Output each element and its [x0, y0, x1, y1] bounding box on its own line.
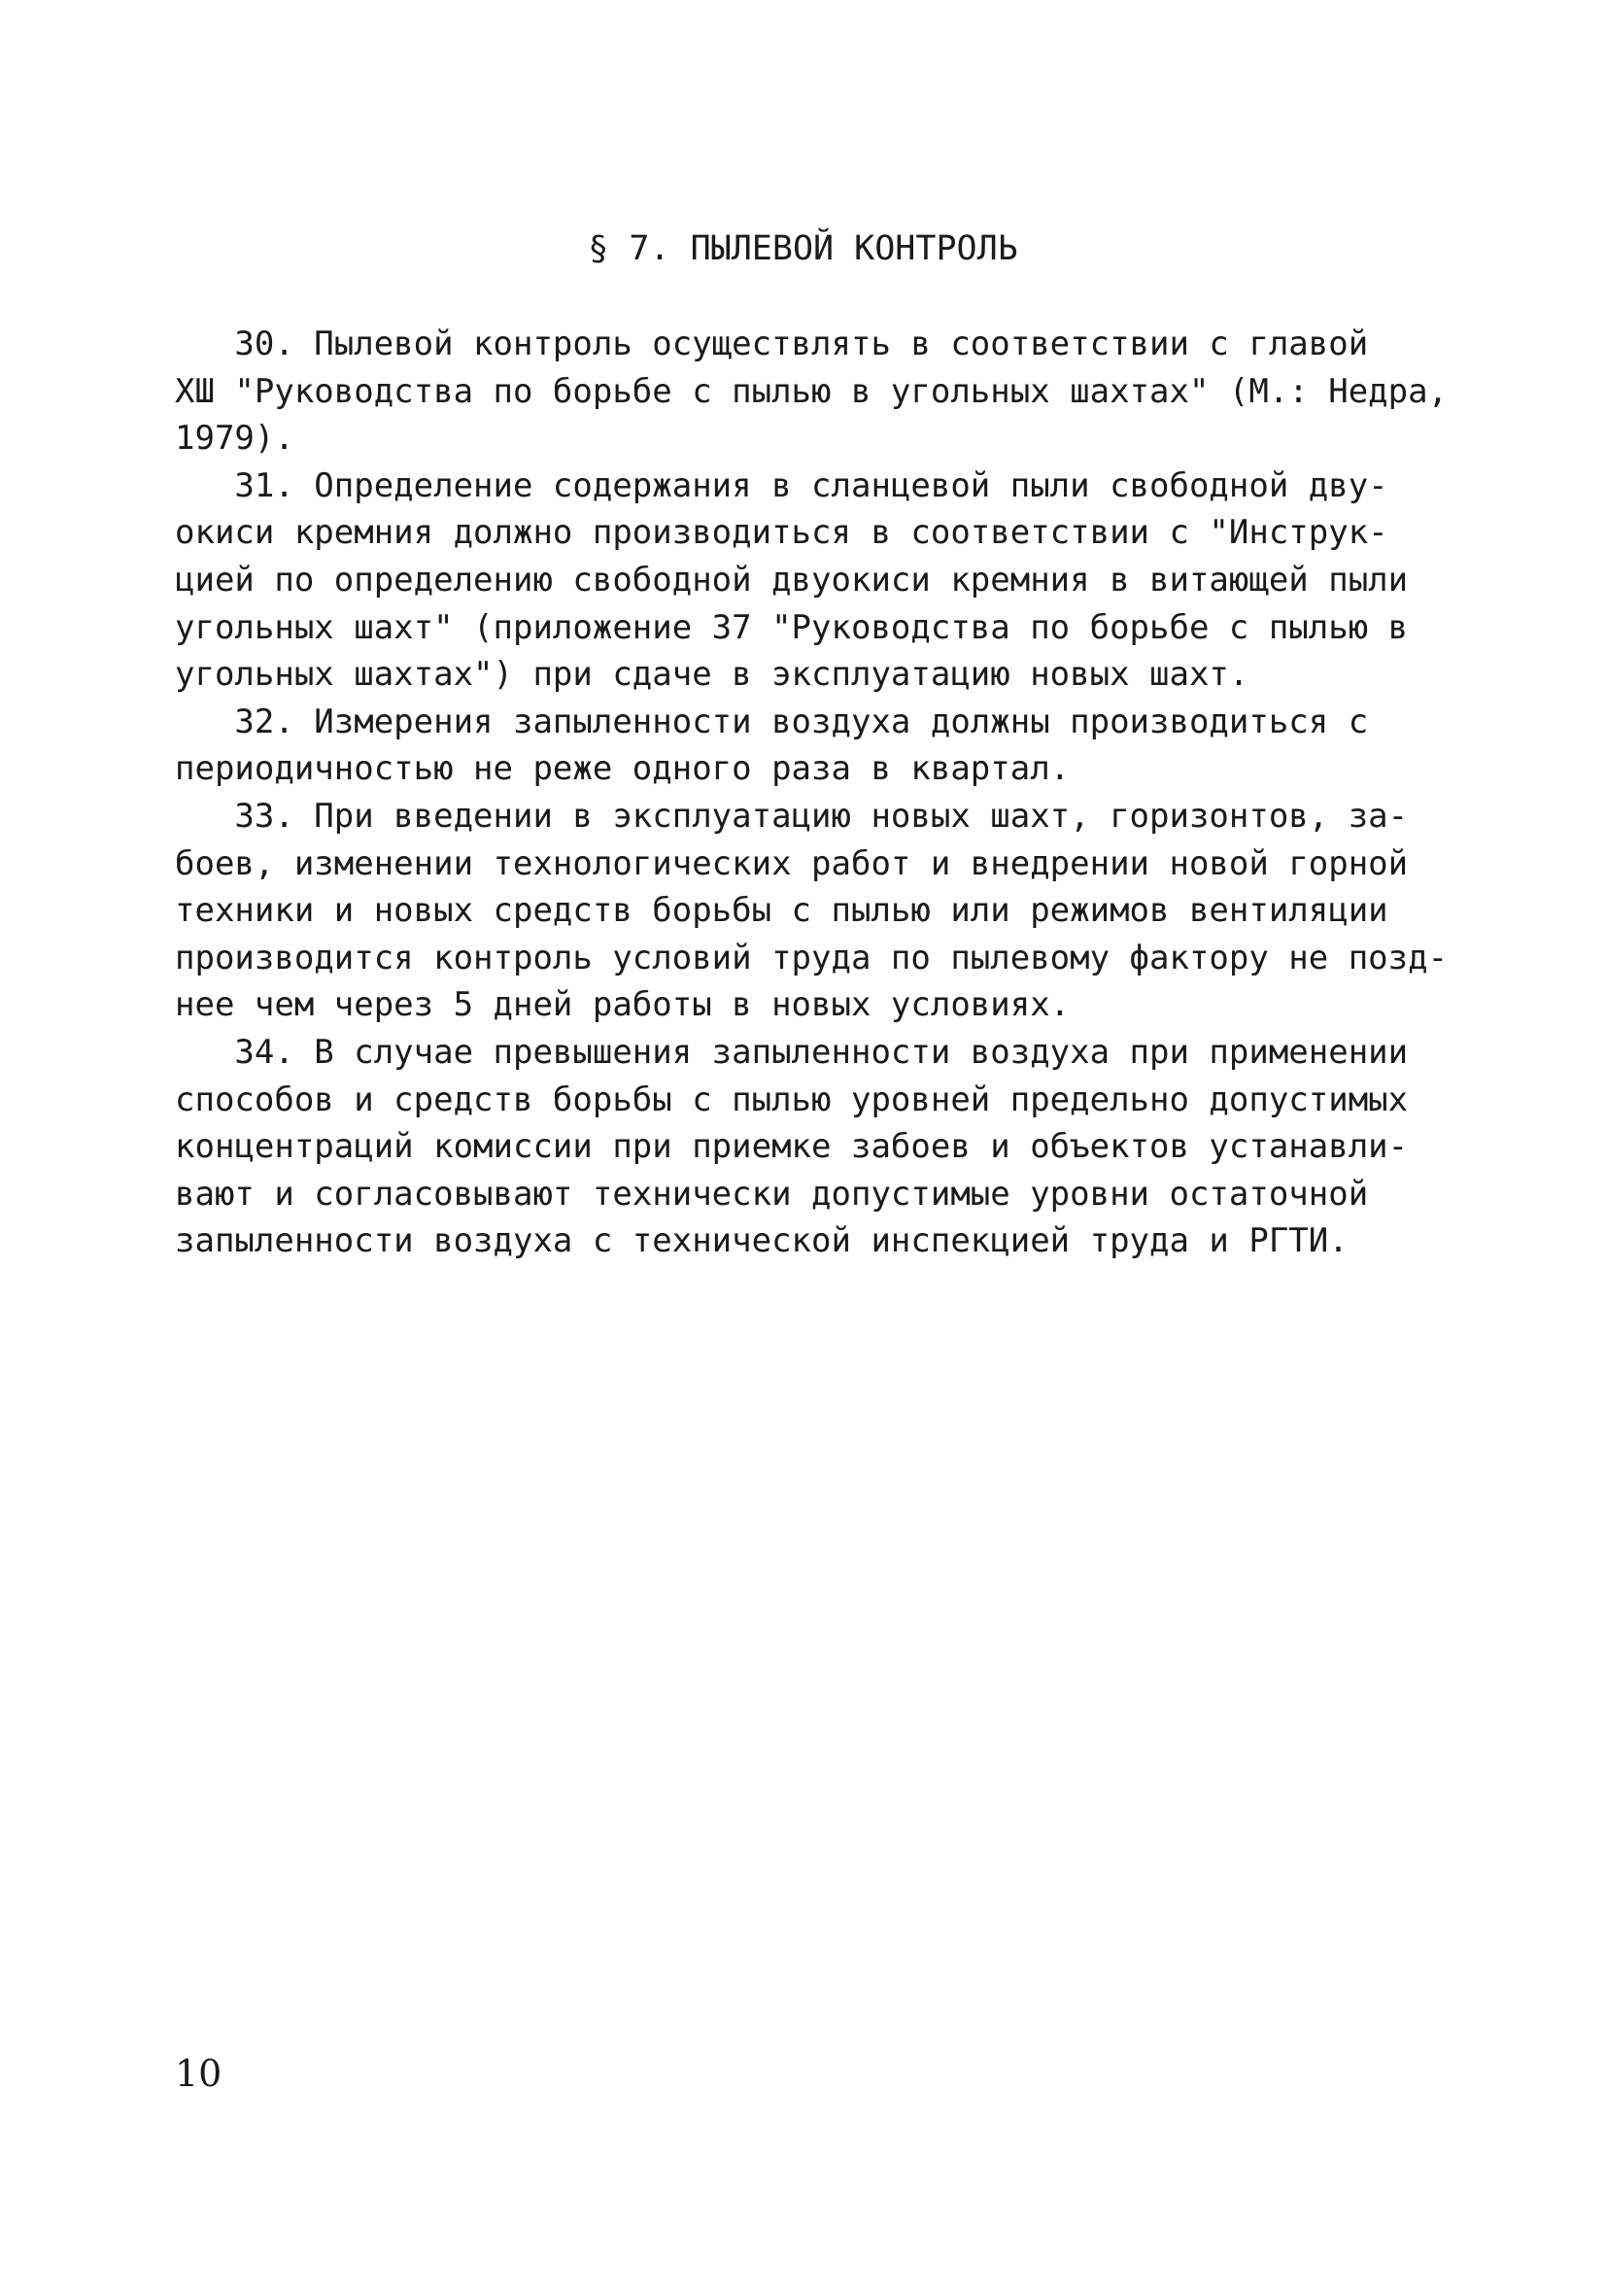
text-line: техники и новых средств борьбы с пылью или режимов вентиляции — [175, 891, 1388, 931]
text-line: 32. Измерения запыленности воздуха должны производиться с — [175, 702, 1369, 741]
text-line: нее чем через 5 дней работы в новых условиях. — [175, 985, 1071, 1025]
text-line: цией по определению свободной двуокиси кремния в витающей пыли — [175, 560, 1409, 600]
page-number: 10 — [175, 2052, 222, 2095]
text-line: угольных шахтах") при сдаче в эксплуатацию новых шахт. — [175, 655, 1249, 695]
text-line: боев, изменении технологических работ и внедрении новой горной — [175, 843, 1409, 883]
text-line: угольных шахт" (приложение 37 "Руководства по борьбе с пылью в — [175, 607, 1409, 647]
text-line: способов и средств борьбы с пылью уровней предельно допустимых — [175, 1079, 1409, 1119]
text-line: 31. Определение содержания в сланцевой пыли свободной дву- — [175, 465, 1388, 505]
text-line: окиси кремния должно производиться в соответствии с "Инструк- — [175, 513, 1388, 553]
text-line: 30. Пылевой контроль осуществлять в соответствии с главой — [175, 325, 1369, 363]
text-line: концентраций комиссии при приемке забоев и объектов устанавли- — [175, 1127, 1409, 1167]
text-line: периодичностью не реже одного раза в квартал. — [175, 749, 1071, 789]
text-line: запыленности воздуха с технической инспекцией труда и РГТИ. — [175, 1221, 1349, 1261]
section-heading: § 7. ПЫЛЕВОЙ КОНТРОЛЬ — [588, 229, 1018, 268]
text-line: вают и согласовывают технически допустимые уровни остаточной — [175, 1174, 1369, 1214]
text-line: 33. При введении в эксплуатацию новых шахт, горизонтов, за- — [175, 796, 1409, 836]
text-line: производится контроль условий труда по пылевому фактору не позд- — [175, 938, 1449, 977]
text-line: 1979). — [175, 419, 294, 459]
text-line: ХШ "Руководства по борьбе с пылью в угольных шахтах" (М.: Недра, — [175, 371, 1449, 411]
text-line: 34. В случае превышения запыленности воздуха при применении — [175, 1032, 1409, 1072]
body-text — [175, 321, 1457, 1265]
